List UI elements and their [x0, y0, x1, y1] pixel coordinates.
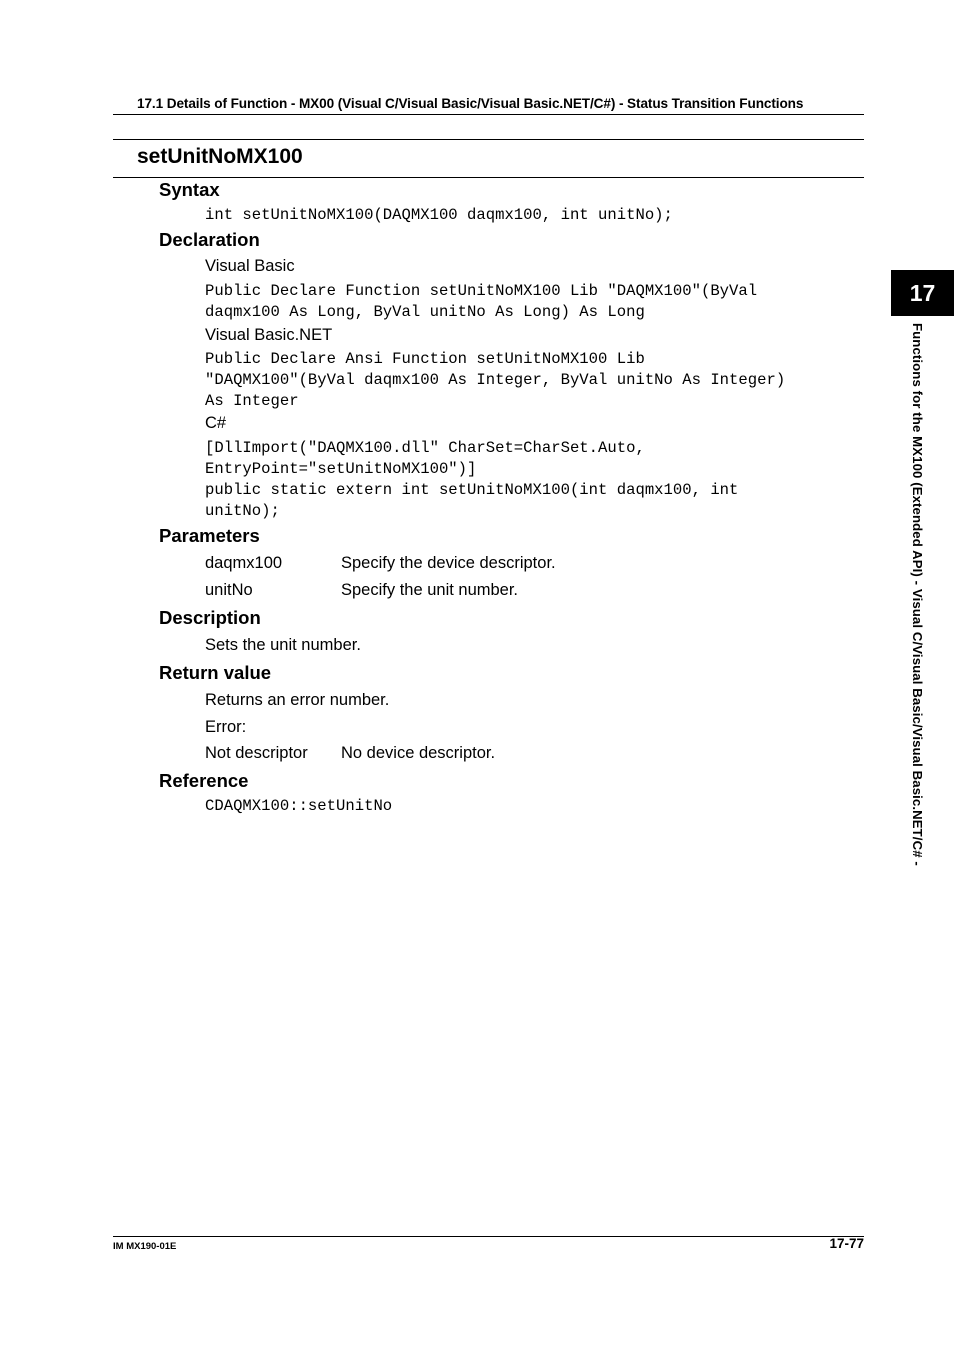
declaration-heading: Declaration [159, 229, 260, 250]
syntax-code: int setUnitNoMX100(DAQMX100 daqmx100, int unitNo); [205, 206, 673, 224]
footer-doc-id: IM MX190-01E [113, 1241, 177, 1252]
cs-code-line: [DllImport("DAQMX100.dll" CharSet=CharSet.Auto, [205, 439, 645, 457]
footer-page-number: 17-77 [829, 1236, 864, 1251]
param-name: daqmx100 [205, 554, 283, 572]
reference-code: CDAQMX100::setUnitNo [205, 797, 393, 815]
function-title: setUnitNoMX100 [137, 145, 303, 168]
cs-code-line: public static extern int setUnitNoMX100(int daqmx100, int [205, 481, 739, 499]
chapter-tab: 17 [891, 270, 954, 316]
error-label: Error: [205, 718, 247, 736]
title-underline [113, 177, 864, 178]
param-desc: Specify the device descriptor. [341, 554, 556, 572]
vbnet-code-line: As Integer [205, 392, 299, 410]
description-text: Sets the unit number. [205, 636, 361, 654]
cs-code-line: unitNo); [205, 502, 280, 520]
reference-heading: Reference [159, 770, 249, 791]
vb-code-line: Public Declare Function setUnitNoMX100 Lib "DAQMX100"(ByVal [205, 282, 758, 300]
param-name: unitNo [205, 581, 253, 599]
cs-label: C# [205, 414, 227, 432]
cs-code-line: EntryPoint="setUnitNoMX100")] [205, 460, 477, 478]
section-rule-top [113, 139, 864, 140]
error-name: Not descriptor [205, 744, 308, 762]
return-value-heading: Return value [159, 662, 272, 683]
parameters-heading: Parameters [159, 525, 260, 546]
vb-label: Visual Basic [205, 257, 295, 275]
vbnet-code-line: "DAQMX100"(ByVal daqmx100 As Integer, ByVal unitNo As Integer) [205, 371, 786, 389]
header-rule [113, 114, 864, 115]
param-desc: Specify the unit number. [341, 581, 519, 599]
return-value-text: Returns an error number. [205, 691, 390, 709]
syntax-heading: Syntax [159, 179, 220, 200]
error-desc: No device descriptor. [341, 744, 496, 762]
chapter-side-title: Functions for the MX100 (Extended API) - Visual C/Visual Basic/Visual Basic.NET/C# - [910, 323, 925, 866]
vb-code-line: daqmx100 As Long, ByVal unitNo As Long) As Long [205, 303, 645, 321]
footer-rule [113, 1236, 864, 1237]
vbnet-label: Visual Basic.NET [205, 326, 333, 344]
description-heading: Description [159, 607, 261, 628]
running-header: 17.1 Details of Function - MX00 (Visual C/Visual Basic/Visual Basic.NET/C#) - Status Transition Functions [137, 96, 804, 111]
vbnet-code-line: Public Declare Ansi Function setUnitNoMX100 Lib [205, 350, 645, 368]
